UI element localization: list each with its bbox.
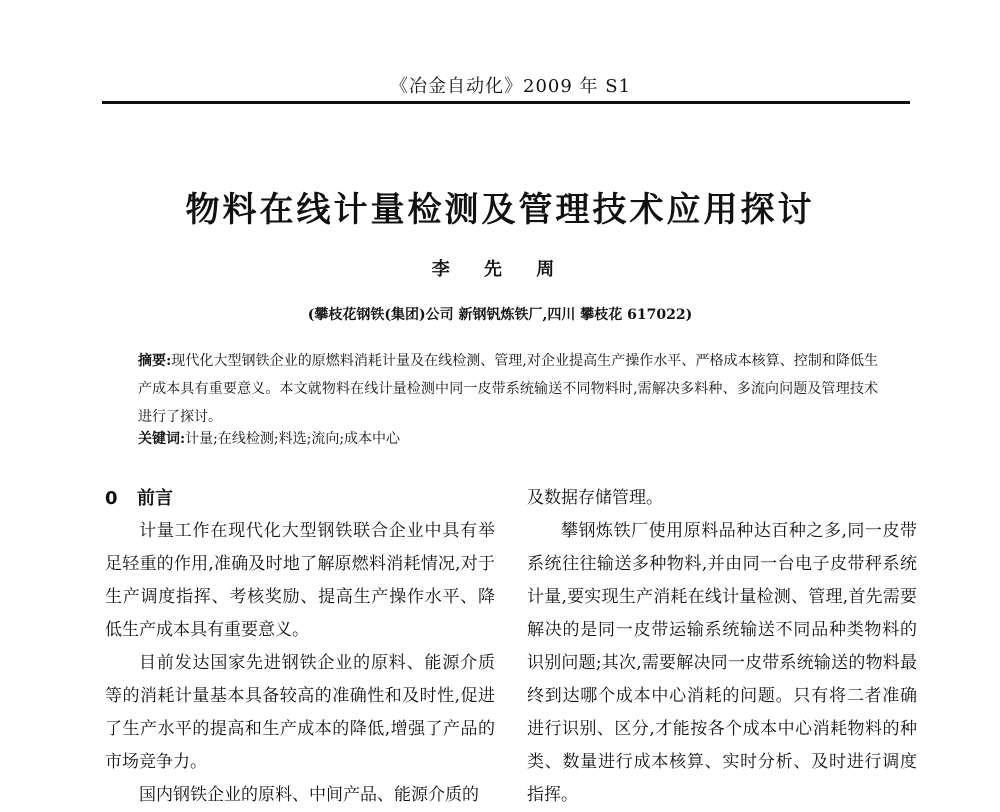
left-column [105,482,495,812]
paragraph: 国内钢铁企业的原料、中间产品、能源介质的 [139,785,479,805]
section-heading [105,482,495,515]
author-affiliation: (攀枝花钢铁(集团)公司 新钢钒炼铁厂,四川 攀枝花 617022) [307,307,693,323]
right-column [527,482,917,812]
author-name: 李 先 周 [431,259,569,280]
keywords [138,425,878,453]
paper-title: 物料在线计量检测及管理技术应用探讨 [185,190,815,230]
paragraph: 计量工作在现代化大型钢铁联合企业中具有举足轻重的作用,准确及时地了解原燃料消耗情况,对于生产调度指挥、考核奖励、提高生产操作水平、降低生产成本具有重要意义。 [105,521,495,640]
section-title: 前言 [137,488,173,509]
keywords-text: 计量;在线检测;料选;流向;成本中心 [185,431,401,447]
keywords-label: 关键词: [138,431,186,447]
paragraph: 目前发达国家先进钢铁企业的原料、能源介质等的消耗计量基本具备较高的准确性和及时性,促进了生产水平的提高和生产成本的降低,增强了产品的市场竞争力。 [105,653,495,772]
section-number: 0 [105,488,118,509]
abstract-text: 现代化大型钢铁企业的原燃料消耗计量及在线检测、管理,对企业提高生产操作水平、严格成本核算、控制和降低生产成本具有重要意义。本文就物料在线计量检测中同一皮带系统输送不同物料时,需解决多料种、多流向问题及管理技术进行了探讨。 [138,353,878,425]
abstract-label: 摘要: [138,353,172,369]
journal-header: 《冶金自动化》2009 年 S1 [390,76,632,97]
header-rule [102,101,910,104]
abstract [138,347,878,431]
paragraph: 攀钢炼铁厂使用原料品种达百种之多,同一皮带系统往往输送多种物料,并由同一台电子皮带秤系统计量,要实现生产消耗在线计量检测、管理,首先需要解决的是同一皮带运输系统输送不同品种类物料的识别问题;其次,需要解决同一皮带系统输送的物料最终到达哪个成本中心消耗的问题。只有将二者准确进行识别、区分,才能按各个成本中心消耗物料的种类、数量进行成本核算、实时分析、及时进行调度指挥。 [527,521,917,805]
paragraph-continuation: 及数据存储管理。 [527,488,663,508]
